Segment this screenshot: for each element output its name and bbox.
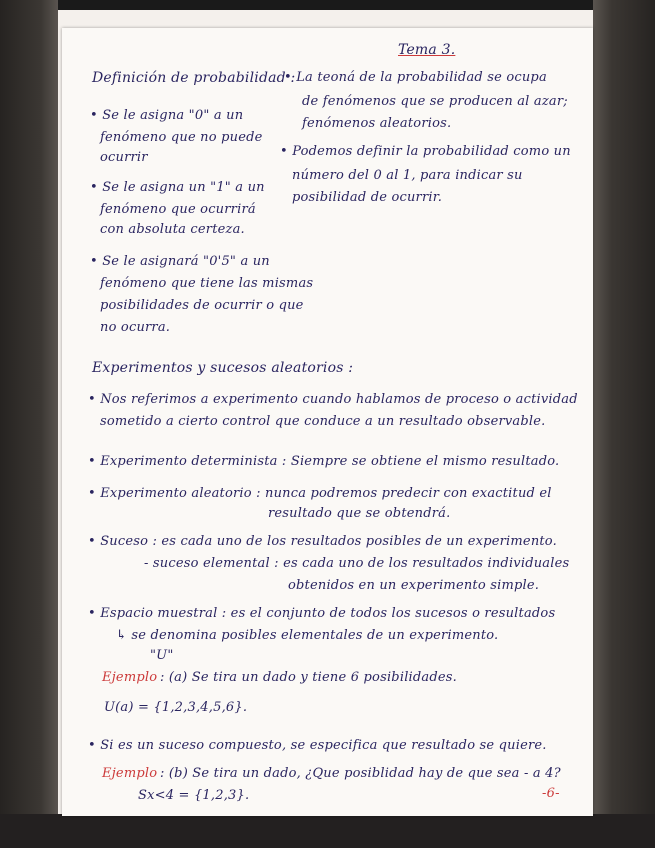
ejemplo-a-label: Ejemplo [102, 670, 158, 685]
side-line-10: no ocurra. [100, 320, 171, 335]
ejemplo-b-set: Sx<4 = {1,2,3}. [138, 788, 250, 803]
definicion-heading: Definición de probabilidad : [92, 70, 296, 86]
ejemplo-a-set: U(a) = {1,2,3,4,5,6}. [104, 700, 248, 715]
ejemplo-b-label: Ejemplo [102, 766, 158, 781]
exp-line-3: • Experimento determinista : Siempre se obtiene el mismo resultado. [88, 454, 560, 469]
exp-line-7: - suceso elemental : es cada uno de los resultados individuales [144, 556, 570, 571]
ejemplo-a-text: : (a) Se tira un dado y tiene 6 posibilidades. [160, 670, 457, 685]
def-line-4: • Podemos definir la probabilidad como un [280, 144, 571, 159]
side-line-5: fenómeno que ocurrirá [100, 202, 256, 217]
def-line-3: fenómenos aleatorios. [302, 116, 452, 131]
def-line-6: posibilidad de ocurrir. [292, 190, 443, 205]
def-line-5: número del 0 al 1, para indicar su [292, 168, 523, 183]
def-line-2: de fenómenos que se producen al azar; [302, 94, 568, 109]
scan-border-right [593, 0, 655, 848]
side-line-1: • Se le asigna "0" a un [90, 108, 244, 123]
exp-line-9: • Espacio muestral : es el conjunto de todos los sucesos o resultados [88, 606, 556, 621]
exp-line-5: resultado que se obtendrá. [268, 506, 451, 521]
side-line-7: • Se le asignará "0'5" a un [90, 254, 270, 269]
side-line-8: fenómeno que tiene las mismas [100, 276, 314, 291]
exp-line-1: • Nos referimos a experimento cuando hablamos de proceso o actividad [88, 392, 578, 407]
scan-border-left [0, 0, 58, 848]
exp-line-11: "U" [150, 648, 174, 663]
scan-border-bottom [0, 814, 655, 848]
notebook-page [62, 28, 593, 816]
scan-border-top [0, 0, 655, 10]
exp-line-4: • Experimento aleatorio : nunca podremos predecir con exactitud el [88, 486, 552, 501]
side-line-6: con absoluta certeza. [100, 222, 245, 237]
ejemplo-b-text: : (b) Se tira un dado, ¿Que posiblidad hay de que sea - a 4? [160, 766, 561, 781]
exp-line-2: sometido a cierto control que conduce a un resultado observable. [100, 414, 546, 429]
page-title: Tema 3. [398, 42, 456, 58]
exp-line-6: • Suceso : es cada uno de los resultados posibles de un experimento. [88, 534, 557, 549]
exp-line-8: obtenidos en un experimento simple. [288, 578, 540, 593]
experimentos-heading: Experimentos y sucesos aleatorios : [92, 360, 354, 376]
side-line-3: ocurrir [100, 150, 148, 165]
side-line-9: posibilidades de ocurrir o que [100, 298, 304, 313]
side-line-2: fenómeno que no puede [100, 130, 263, 145]
compuesto-line: • Si es un suceso compuesto, se especifica que resultado se quiere. [88, 738, 547, 753]
exp-line-10: ↳ se denomina posibles elementales de un experimento. [116, 628, 499, 643]
def-line-1: • La teoná de la probabilidad se ocupa [284, 70, 547, 85]
side-line-4: • Se le asigna un "1" a un [90, 180, 265, 195]
page-number: -6- [542, 786, 560, 801]
